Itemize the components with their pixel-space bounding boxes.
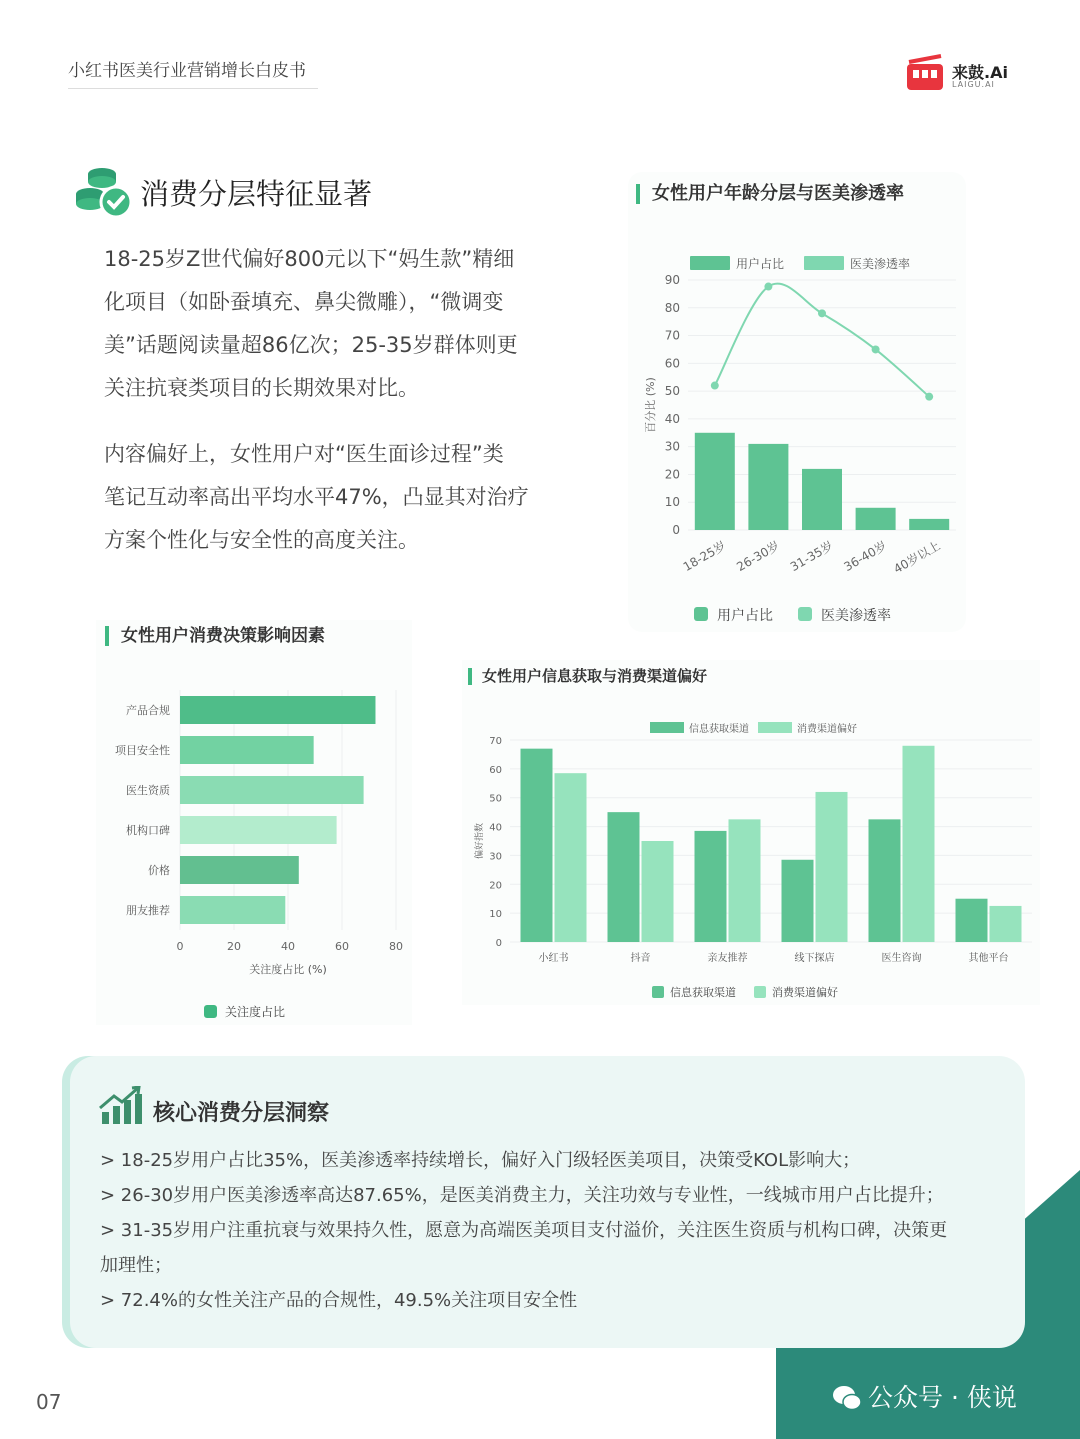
bar-info-channel [782, 860, 814, 942]
legend-label-bar: 用户占比 [717, 608, 773, 624]
bar-user-share [909, 519, 949, 530]
bar-user-share [748, 444, 788, 530]
y-tick-label: 30 [489, 851, 502, 863]
legend-swatch-info [652, 986, 664, 998]
x-tick-label: 其他平台 [968, 953, 1009, 964]
y-tick-label: 80 [664, 300, 680, 315]
y-tick-label: 朋友推荐 [126, 904, 170, 917]
bar-attention [180, 736, 314, 764]
y-tick-label: 30 [664, 439, 680, 454]
insight-line-1: > 18-25岁用户占比35%，医美渗透率持续增长，偏好入门级轻医美项目，决策受KOL影响大； [100, 1150, 861, 1171]
x-tick-label: 40岁以上 [891, 538, 943, 577]
y-tick-label: 0 [495, 938, 502, 949]
y-tick-label: 10 [489, 909, 502, 921]
bar-consume-channel [990, 906, 1022, 942]
y-tick-label: 60 [664, 356, 680, 371]
line-penetration [715, 284, 929, 397]
legend-label-info: 信息获取渠道 [670, 986, 736, 999]
x-tick-label: 80 [389, 940, 403, 953]
bar-attention [180, 696, 375, 724]
chart-channels [462, 700, 1040, 1005]
chart-factors-title: 女性用户消费决策影响因素 [105, 626, 325, 646]
insight-line-4: 加理性； [100, 1255, 172, 1276]
y-tick-label: 70 [489, 736, 502, 747]
y-tick-label: 产品合规 [126, 704, 170, 717]
point-penetration [711, 382, 719, 390]
bar-info-channel [956, 899, 988, 942]
y-tick-label: 0 [672, 523, 680, 537]
insight-title: 核心消费分层洞察 [153, 1101, 330, 1126]
x-tick-label: 31-35岁 [787, 538, 836, 575]
x-tick-label: 医生咨询 [881, 953, 922, 964]
legend-label-info: 信息获取渠道 [689, 724, 749, 735]
logo-subtitle: LAIGU.AI [952, 80, 995, 89]
paragraph-line: 美”话题阅读量超86亿次；25-35岁群体则更 [104, 333, 518, 357]
legend-swatch [204, 1005, 217, 1018]
watermark: 公众号 · 侠说 [868, 1383, 1017, 1412]
y-tick-label: 60 [489, 764, 502, 776]
chart-age-title: 女性用户年龄分层与医美渗透率 [636, 184, 904, 204]
bar-user-share [695, 433, 735, 530]
x-tick-label: 18-25岁 [680, 538, 729, 575]
y-tick-label: 40 [489, 822, 502, 834]
bar-consume-channel [903, 746, 935, 942]
bar-info-channel [521, 749, 553, 942]
x-tick-label: 线下探店 [794, 953, 835, 964]
bar-info-channel [695, 831, 727, 942]
point-penetration [764, 283, 772, 291]
insight-line-5: > 72.4%的女性关注产品的合规性，49.5%关注项目安全性 [100, 1290, 578, 1311]
y-tick-label: 价格 [148, 864, 170, 877]
bar-attention [180, 776, 364, 804]
bar-user-share [802, 469, 842, 530]
point-penetration [872, 345, 880, 353]
paragraph-line: 笔记互动率高出平均水平47%，凸显其对治疗 [104, 485, 529, 509]
bar-user-share [856, 508, 896, 530]
paragraph-line: 化项目（如卧蚕填充、鼻尖微雕），“微调变 [104, 290, 504, 314]
point-penetration [925, 393, 933, 401]
y-tick-label: 50 [664, 384, 680, 399]
legend-swatch-consume [758, 722, 792, 733]
legend-label-line: 医美渗透率 [821, 608, 891, 624]
bar-consume-channel [642, 841, 674, 942]
x-tick-label: 0 [176, 940, 184, 953]
x-tick-label: 抖音 [630, 953, 651, 964]
paragraph-line: 方案个性化与安全性的高度关注。 [104, 528, 419, 552]
bar-info-channel [869, 819, 901, 942]
y-axis-label: 百分比 (%) [644, 377, 657, 433]
logo-name: 来鼓.Ai [952, 63, 1008, 82]
bar-consume-channel [555, 773, 587, 942]
x-tick-label: 小红书 [538, 953, 569, 964]
header-title: 小红书医美行业营销增长白皮书 [68, 61, 306, 81]
bar-consume-channel [816, 792, 848, 942]
y-tick-label: 20 [489, 880, 502, 892]
chart-channels-title: 女性用户信息获取与消费渠道偏好 [468, 668, 707, 685]
legend-label: 关注度占比 [225, 1005, 286, 1019]
paragraph-line: 内容偏好上，女性用户对“医生面诊过程”类 [104, 442, 504, 466]
paragraph-line: 关注抗衰类项目的长期效果对比。 [104, 376, 419, 400]
y-tick-label: 项目安全性 [115, 744, 170, 757]
section-title: 消费分层特征显著 [140, 177, 373, 211]
wechat-icon [832, 1384, 862, 1412]
y-tick-label: 50 [489, 793, 502, 805]
legend-label-line: 医美渗透率 [850, 257, 911, 271]
y-tick-label: 20 [664, 467, 680, 482]
legend-swatch-bar [694, 607, 708, 621]
chart-factors [96, 660, 412, 1025]
paragraph-line: 18-25岁Z世代偏好800元以下“妈生款”精细 [104, 247, 515, 271]
y-tick-label: 40 [664, 411, 680, 426]
x-tick-label: 36-40岁 [841, 538, 890, 575]
bar-info-channel [608, 812, 640, 942]
legend-label-bar: 用户占比 [736, 257, 785, 271]
x-axis-label: 关注度占比 (%) [249, 963, 327, 976]
legend-swatch-bar [690, 256, 730, 270]
paragraph-2 [104, 433, 574, 562]
y-tick-label: 90 [664, 273, 680, 287]
x-tick-label: 亲友推荐 [707, 953, 748, 964]
x-tick-label: 26-30岁 [734, 538, 782, 575]
legend-label-consume: 消费渠道偏好 [772, 986, 838, 999]
bar-consume-channel [729, 819, 761, 942]
bar-attention [180, 816, 337, 844]
x-tick-label: 20 [227, 940, 241, 953]
insight-line-3: > 31-35岁用户注重抗衰与效果持久性，愿意为高端医美项目支付溢价，关注医生资质与机构口碑，决策更 [100, 1220, 948, 1241]
legend-label-consume: 消费渠道偏好 [797, 724, 857, 735]
x-tick-label: 60 [335, 940, 349, 953]
y-tick-label: 机构口碑 [126, 824, 170, 837]
paragraph-1 [104, 238, 574, 410]
page-number: 07 [36, 1390, 62, 1414]
y-tick-label: 10 [664, 495, 680, 510]
y-axis-label: 偏好指数 [475, 822, 485, 860]
legend-swatch-info [650, 722, 684, 733]
growth-chart-icon [98, 1086, 144, 1126]
y-tick-label: 70 [664, 328, 680, 343]
chart-age [628, 230, 966, 632]
legend-swatch-line [804, 256, 844, 270]
point-penetration [818, 309, 826, 317]
x-tick-label: 40 [281, 940, 295, 953]
bar-attention [180, 856, 299, 884]
y-tick-label: 医生资质 [126, 784, 170, 797]
legend-swatch-line [798, 607, 812, 621]
bar-attention [180, 896, 285, 924]
logo-mark-icon [907, 56, 943, 90]
legend-swatch-consume [754, 986, 766, 998]
insight-line-2: > 26-30岁用户医美渗透率高达87.65%，是医美消费主力，关注功效与专业性，一线城市用户占比提升； [100, 1185, 944, 1206]
coins-check-icon [72, 162, 134, 222]
header-divider [68, 88, 318, 89]
